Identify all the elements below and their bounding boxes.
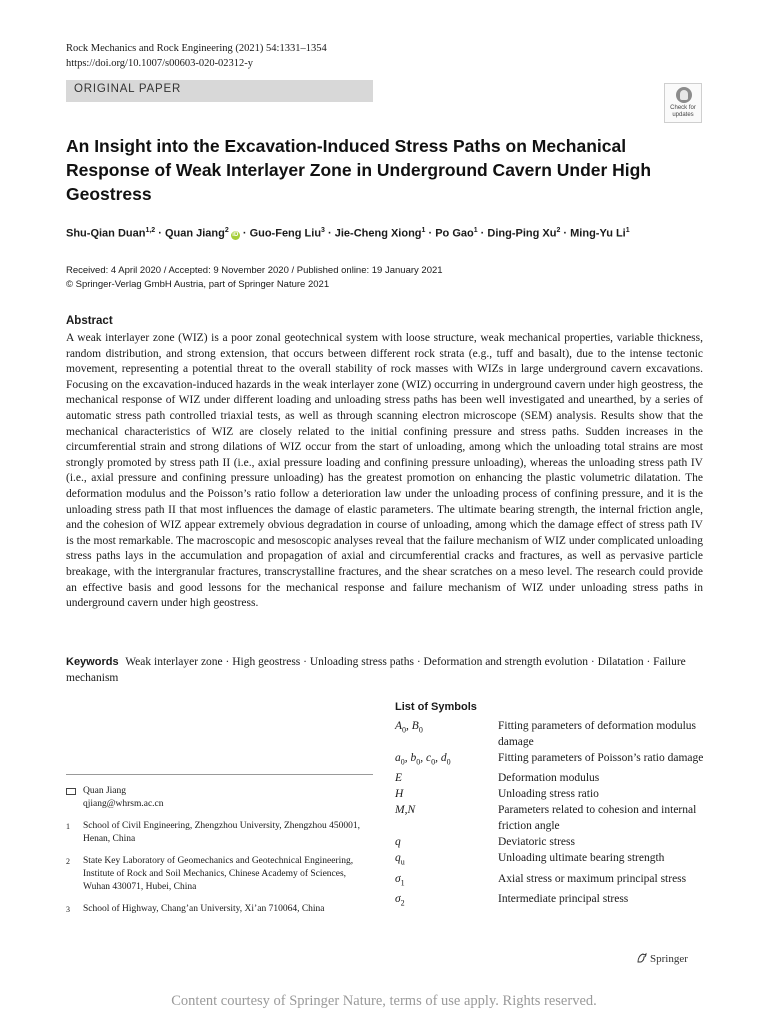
- copyright-notice: © Springer-Verlag GmbH Austria, part of Springer Nature 2021: [66, 279, 330, 290]
- check-updates-text: [665, 105, 701, 118]
- symbol-name: [395, 802, 498, 834]
- affiliation-text: School of Highway, Chang’an University, Xi’an 710064, China: [83, 904, 325, 914]
- author-name[interactable]: Guo-Feng Liu: [249, 227, 322, 240]
- keywords: [66, 654, 706, 686]
- correspondence: [66, 785, 366, 811]
- springer-label: Springer: [650, 953, 688, 965]
- affiliation-item: [66, 903, 366, 916]
- author-list: [66, 227, 716, 240]
- symbol-name: [395, 718, 498, 750]
- symbol-description: Fitting parameters of deformation modulus damage: [498, 720, 697, 748]
- author-separator: ·: [155, 227, 165, 240]
- author-name[interactable]: Ming-Yu Li: [570, 227, 626, 240]
- check-for-updates-badge[interactable]: [664, 83, 702, 123]
- author-separator: ·: [239, 227, 250, 240]
- symbol-base: M,N: [395, 804, 416, 817]
- symbol-base: A: [395, 720, 403, 732]
- footnote-divider: [66, 774, 373, 775]
- author-name[interactable]: Quan Jiang: [164, 227, 225, 240]
- doi-link[interactable]: https://doi.org/10.1007/s00603-020-02312-y: [66, 58, 254, 69]
- symbol-subscript: 0: [416, 757, 421, 767]
- orcid-icon[interactable]: iD: [232, 231, 239, 238]
- symbol-description: Deformation modulus: [498, 772, 600, 785]
- symbol-separator: ,: [420, 752, 426, 764]
- affiliation-text: State Key Laboratory of Geomechanics and Geotechnical Engineering, Institute of Rock and Soil Mechanics, Chinese Academy of Sciences, Wuhan 430071, Hubei, China: [83, 856, 354, 892]
- abstract-heading: Abstract: [66, 315, 113, 327]
- symbol-base: σ: [395, 872, 401, 885]
- abstract-text: A weak interlayer zone (WIZ) is a poor zonal geotechnical system with loose structure, weak mechanical properties, variable thickness, random distribution, and strong extension, that occurs between different rock strata (e.g., tuff and basalt), due to the intense tectonic movement, representing a potential threat to the overall stability of rock masses with WIZs in large underground cavern excavations. Focusing on the excavation-induced hazards in the weak interlayer zone (WIZ) occurring in underground cavern under high geostress, the mechanical response of WIZ under different loading and unloading stress paths has been well investigated and unearthed, by a series of automatic stress path controlled triaxial tests, as well as through scanning electron microscope (SEM) analysis. Results show that the mechanical characteristics of WIZ are closely related to the initial confining pressure and stress paths. Sudden increases in the circumferential strain and strong dilations of WIZ occur from the start of unloading, among which the unloading total strains are most strongly promoted by stress path II (i.e., axial pressure loading and confining pressure unloading), whereas the unloading stress path IV (i.e., axial pressure and confining pressure unloading) has the greatest promotion on enhancing the plastic volumetric dilatation. The deformation modulus and the Poisson’s ratio follow a deterioration law under the unloading process of confining pressure, and it is the unloading stress path II that most influences the damage of elastic parameters. The ultimate bearing strength, the internal friction angle, and the cohesion of WIZ appear extremely obvious degradation in course of unloading, among which the damage effect of stress path IV is the most remarkable. The macroscopic and mesoscopic analyses reveal that the failure mechanism of WIZ under complicated unloading stress paths lays in the accumulation and propagation of axial and circumferential cracks and fractures, as well as pervasive particle breakage, with the intergranular fractures, transcrystalline fractures, and the shear scratches on a meso level. The research could provide an effective basis and good lessons for the mechanical response and failure mechanism of WIZ under unloading stress paths in underground cavern under high geostress.: [66, 332, 703, 610]
- symbol-row: [395, 802, 715, 834]
- symbol-row: [395, 718, 715, 750]
- springer-footer: [636, 952, 688, 965]
- symbol-subscript: 0: [402, 725, 407, 735]
- correspondence-email[interactable]: qjiang@whrsm.ac.cn: [83, 799, 164, 809]
- check-updates-line-2: updates: [672, 111, 694, 118]
- envelope-icon: [66, 788, 76, 795]
- affiliation-number: 1: [66, 822, 70, 831]
- symbol-subscript: 2: [400, 898, 405, 908]
- symbol-subscript: 0: [431, 757, 436, 767]
- author-name[interactable]: Ding-Ping Xu: [487, 227, 557, 240]
- author-name[interactable]: Shu-Qian Duan: [66, 227, 146, 240]
- author-separator: ·: [477, 227, 488, 240]
- symbol-base: a: [395, 752, 401, 764]
- correspondence-text: [83, 785, 366, 811]
- symbol-description: Deviatoric stress: [498, 836, 575, 849]
- symbol-row: [395, 750, 715, 770]
- affiliations: [66, 785, 366, 925]
- symbol-name: [395, 750, 498, 770]
- author-separator: ·: [324, 227, 335, 240]
- journal-citation: Rock Mechanics and Rock Engineering (2021) 54:1331–1354: [66, 43, 327, 54]
- symbol-subscript: 0: [400, 757, 405, 767]
- symbol-row: [395, 871, 715, 891]
- author-separator: ·: [425, 227, 436, 240]
- symbol-row: [395, 891, 715, 911]
- author-affiliation-mark: 2: [556, 227, 561, 234]
- symbol-description: Fitting parameters of Poisson’s ratio damage: [498, 752, 704, 764]
- affil-mark: [66, 785, 83, 811]
- symbol-description: Parameters related to cohesion and internal friction angle: [498, 804, 697, 833]
- symbol-name: [395, 786, 498, 802]
- courtesy-notice: Content courtesy of Springer Nature, terms of use apply. Rights reserved.: [171, 993, 597, 1009]
- symbol-name: [395, 871, 498, 891]
- symbol-description: Unloading ultimate bearing strength: [498, 852, 665, 865]
- check-updates-line-1: Check for: [670, 105, 696, 111]
- symbol-name: [395, 834, 498, 850]
- symbol-base: σ: [395, 892, 401, 905]
- author-affiliation-mark: 1: [473, 227, 478, 234]
- article-type-banner: [66, 80, 373, 102]
- symbol-base: b: [410, 752, 417, 764]
- keywords-heading: Keywords: [66, 656, 119, 668]
- symbol-name: [395, 850, 498, 870]
- author-affiliation-mark: 3: [321, 227, 325, 234]
- affiliation-number: 2: [66, 857, 70, 866]
- affiliation-number: 3: [66, 905, 70, 914]
- author-affiliation-mark: 2: [224, 227, 229, 234]
- symbol-subscript: u: [400, 857, 405, 867]
- author-name[interactable]: Po Gao: [435, 227, 474, 240]
- symbol-separator: ,: [406, 720, 412, 732]
- symbols-heading: List of Symbols: [395, 701, 477, 713]
- crossmark-icon: [676, 87, 692, 103]
- symbol-separator: ,: [435, 752, 441, 764]
- symbol-base: q: [395, 852, 401, 865]
- article-type-label: ORIGINAL PAPER: [74, 83, 182, 95]
- symbol-base: E: [395, 772, 403, 785]
- symbol-subscript: 0: [446, 757, 451, 767]
- symbol-base: c: [426, 752, 432, 764]
- symbol-separator: ,: [404, 752, 411, 764]
- author-affiliation-mark: 1: [421, 227, 426, 234]
- symbol-description: Unloading stress ratio: [498, 788, 599, 801]
- affiliation-item: [66, 820, 366, 846]
- correspondence-name: Quan Jiang: [83, 786, 127, 796]
- symbols-list: [395, 718, 715, 911]
- symbol-subscript: 0: [418, 725, 423, 735]
- symbol-description: Axial stress or maximum principal stress: [498, 872, 687, 885]
- author-affiliation-mark: 1,2: [145, 227, 156, 234]
- affiliation-item: [66, 855, 366, 894]
- author-name[interactable]: Jie-Cheng Xiong: [334, 227, 422, 240]
- affiliation-list: [66, 820, 366, 916]
- symbol-base: q: [395, 836, 401, 849]
- paper-title: An Insight into the Excavation-Induced Stress Paths on Mechanical Response of Weak Interlayer Zone in Underground Cavern Under High Geostress: [66, 136, 652, 204]
- symbol-name: [395, 770, 498, 786]
- symbol-row: [395, 834, 715, 850]
- publication-dates: Received: 4 April 2020 / Accepted: 9 November 2020 / Published online: 19 January 2021: [66, 265, 443, 276]
- author-separator: ·: [560, 227, 571, 240]
- symbol-base: B: [411, 720, 419, 732]
- affiliation-text: School of Civil Engineering, Zhengzhou University, Zhengzhou 450001, Henan, China: [83, 821, 360, 844]
- symbol-subscript: 1: [400, 877, 405, 887]
- symbol-row: [395, 786, 715, 802]
- springer-horse-icon: [636, 952, 648, 964]
- symbol-row: [395, 850, 715, 870]
- symbol-row: [395, 770, 715, 786]
- symbol-base: d: [440, 752, 447, 764]
- author-affiliation-mark: 1: [625, 227, 630, 234]
- symbol-base: H: [395, 788, 404, 801]
- keywords-text: Weak interlayer zone · High geostress · Unloading stress paths · Deformation and strength evolution · Dilatation · Failure mechanism: [66, 656, 686, 684]
- symbol-name: [395, 891, 498, 911]
- symbol-description: Intermediate principal stress: [498, 892, 629, 905]
